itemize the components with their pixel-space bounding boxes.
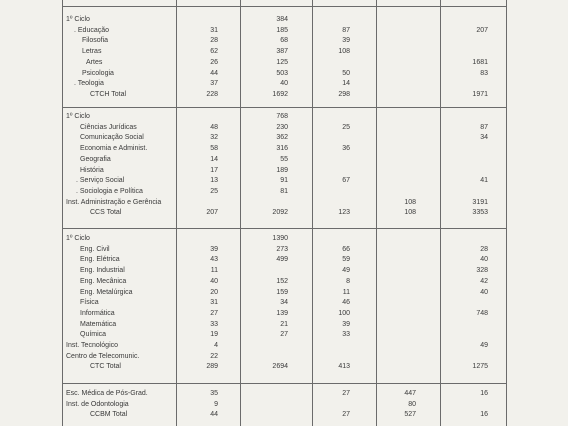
row-label: Esc. Médica de Pós-Grad. xyxy=(66,390,148,397)
row-label: Eng. Elétrica xyxy=(80,256,120,264)
table-cell-c1: 48 xyxy=(210,123,218,131)
table-cell-c1: 289 xyxy=(206,363,218,371)
table-cell-c4: 108 xyxy=(404,209,416,217)
table-cell-c1: 35 xyxy=(210,390,218,397)
row-label: Informática xyxy=(80,309,115,317)
table-cell-c3: 87 xyxy=(342,26,350,34)
column-rule xyxy=(440,0,441,426)
table-cell-c5: 748 xyxy=(476,309,488,317)
row-label: 1º Ciclo xyxy=(66,235,90,242)
row-label: Eng. Civil xyxy=(80,245,110,253)
table-cell-c2: 1692 xyxy=(272,90,288,98)
table-cell-c5: 87 xyxy=(480,123,488,131)
column-rule xyxy=(62,0,63,426)
table-cell-c3: 123 xyxy=(338,209,350,217)
table-cell-c2: 68 xyxy=(280,37,288,45)
row-label: Psicologia xyxy=(82,69,114,77)
row-label: Filosofia xyxy=(82,37,109,45)
table-cell-c5: 207 xyxy=(476,26,488,34)
row-label: Inst. de Odontologia xyxy=(66,400,129,408)
table-cell-c1: 9 xyxy=(214,400,218,408)
row-label: CTCH Total xyxy=(90,90,127,98)
section-rule xyxy=(62,228,507,229)
table-cell-c5: 3353 xyxy=(472,209,488,217)
table-cell-c1: 44 xyxy=(210,411,218,419)
table-cell-c1: 4 xyxy=(214,342,218,349)
row-label: Eng. Industrial xyxy=(80,267,125,275)
table-cell-c3: 49 xyxy=(342,267,350,275)
table-cell-c2: 55 xyxy=(280,155,288,163)
table-cell-c5: 1681 xyxy=(472,58,488,66)
table-cell-c5: 41 xyxy=(480,177,488,185)
table-cell-c2: 21 xyxy=(280,320,288,328)
table-cell-c1: 25 xyxy=(210,187,218,195)
row-label: Geografia xyxy=(80,155,111,163)
table-cell-c2: 2694 xyxy=(272,363,288,371)
table-cell-c1: 31 xyxy=(210,26,218,34)
section-rule xyxy=(62,383,507,384)
table-cell-c2: 34 xyxy=(280,299,288,307)
row-label: Comunicação Social xyxy=(80,134,144,142)
table-cell-c5: 40 xyxy=(480,256,488,264)
table-cell-c1: 19 xyxy=(210,331,218,339)
table-cell-c1: 207 xyxy=(206,209,218,217)
table-cell-c2: 139 xyxy=(276,309,288,317)
table-cell-c5: 28 xyxy=(480,245,488,253)
table-cell-c1: 11 xyxy=(210,267,218,275)
table-cell-c2: 91 xyxy=(280,177,288,185)
table-cell-c1: 32 xyxy=(210,134,218,142)
table-cell-c2: 273 xyxy=(276,245,288,253)
table-cell-c5: 16 xyxy=(480,390,488,397)
table-cell-c3: 11 xyxy=(342,288,350,296)
table-cell-c3: 67 xyxy=(342,177,350,185)
table-cell-c3: 100 xyxy=(338,309,350,317)
table-cell-c2: 768 xyxy=(276,113,288,120)
table-cell-c1: 43 xyxy=(210,256,218,264)
table-cell-c3: 33 xyxy=(342,331,350,339)
section-rule xyxy=(62,6,507,7)
table-cell-c1: 39 xyxy=(210,245,218,253)
table-cell-c3: 59 xyxy=(342,256,350,264)
table-cell-c3: 50 xyxy=(342,69,350,77)
table-cell-c1: 62 xyxy=(210,48,218,56)
table-cell-c1: 44 xyxy=(210,69,218,77)
table-cell-c1: 31 xyxy=(210,299,218,307)
row-label: Matemática xyxy=(80,320,117,328)
table-cell-c4: 108 xyxy=(404,198,416,206)
column-rule xyxy=(176,0,177,426)
row-label: Letras xyxy=(82,48,102,56)
table-cell-c3: 108 xyxy=(338,48,350,56)
table-cell-c2: 81 xyxy=(280,187,288,195)
table-cell-c3: 27 xyxy=(342,390,350,397)
table-cell-c2: 384 xyxy=(276,16,288,23)
table-cell-c1: 228 xyxy=(206,90,218,98)
row-label: 1º Ciclo xyxy=(66,113,90,120)
table-cell-c2: 185 xyxy=(276,26,288,34)
table-cell-c5: 328 xyxy=(476,267,488,275)
table-cell-c1: 40 xyxy=(210,277,218,285)
table-cell-c1: 17 xyxy=(210,166,218,174)
row-label: CCS Total xyxy=(90,209,122,217)
table-cell-c3: 36 xyxy=(342,145,350,153)
table-cell-c3: 39 xyxy=(342,320,350,328)
row-label: 1º Ciclo xyxy=(66,16,90,23)
row-label: Inst. Administração e Gerência xyxy=(66,198,162,206)
table-cell-c2: 230 xyxy=(276,123,288,131)
table-cell-c2: 152 xyxy=(276,277,288,285)
table-cell-c1: 37 xyxy=(210,80,218,88)
table-cell-c2: 387 xyxy=(276,48,288,56)
table-cell-c1: 27 xyxy=(210,309,218,317)
table-cell-c2: 316 xyxy=(276,145,288,153)
table-cell-c4: 447 xyxy=(404,390,416,397)
table-cell-c3: 27 xyxy=(342,411,350,419)
table-cell-c5: 3191 xyxy=(472,198,488,206)
table-cell-c4: 80 xyxy=(408,400,416,408)
table-cell-c3: 14 xyxy=(342,80,350,88)
table-cell-c1: 26 xyxy=(210,58,218,66)
table-cell-c2: 362 xyxy=(276,134,288,142)
row-label: Inst. Tecnológico xyxy=(66,342,119,349)
table-cell-c2: 27 xyxy=(280,331,288,339)
table-cell-c5: 40 xyxy=(480,288,488,296)
row-label: Eng. Mecânica xyxy=(80,277,127,285)
table-cell-c5: 1275 xyxy=(472,363,488,371)
row-label: História xyxy=(80,166,104,174)
row-label: CTC Total xyxy=(90,363,121,371)
table-cell-c1: 33 xyxy=(210,320,218,328)
table-cell-c2: 2092 xyxy=(272,209,288,217)
table-cell-c1: 22 xyxy=(210,352,218,360)
table-cell-c1: 14 xyxy=(210,155,218,163)
table-cell-c2: 159 xyxy=(276,288,288,296)
row-label: Economia e Administ. xyxy=(80,145,148,153)
table-cell-c2: 1390 xyxy=(272,235,288,242)
table-cell-c4: 527 xyxy=(404,411,416,419)
row-label: . Sociologia e Política xyxy=(76,187,143,195)
table-cell-c1: 20 xyxy=(210,288,218,296)
table-cell-c5: 16 xyxy=(480,411,488,419)
table-cell-c3: 25 xyxy=(342,123,350,131)
table-cell-c1: 58 xyxy=(210,145,218,153)
row-label: . Educação xyxy=(74,26,110,34)
column-rule xyxy=(506,0,507,426)
table-cell-c3: 298 xyxy=(338,90,350,98)
table-cell-c3: 66 xyxy=(342,245,350,253)
table-cell-c2: 125 xyxy=(276,58,288,66)
row-label: Química xyxy=(80,331,107,339)
table-cell-c5: 1971 xyxy=(472,90,488,98)
row-label: Artes xyxy=(86,58,103,66)
table-cell-c5: 42 xyxy=(480,277,488,285)
table-cell-c3: 413 xyxy=(338,363,350,371)
table-cell-c2: 189 xyxy=(276,166,288,174)
table-cell-c3: 8 xyxy=(346,277,350,285)
table-cell-c2: 40 xyxy=(280,80,288,88)
table-cell-c5: 34 xyxy=(480,134,488,142)
table-cell-c3: 46 xyxy=(342,299,350,307)
table-cell-c2: 503 xyxy=(276,69,288,77)
table-cell-c1: 13 xyxy=(210,177,218,185)
row-label: CCBM Total xyxy=(90,411,128,419)
section-rule xyxy=(62,107,507,108)
table-cell-c5: 83 xyxy=(480,69,488,77)
row-label: . Serviço Social xyxy=(76,177,125,185)
row-label: . Teologia xyxy=(74,80,104,88)
row-label: Eng. Metalúrgica xyxy=(80,288,133,296)
table-cell-c2: 499 xyxy=(276,256,288,264)
table-cell-c5: 49 xyxy=(480,342,488,349)
table-cell-c1: 28 xyxy=(210,37,218,45)
row-label: Física xyxy=(80,299,99,307)
row-label: Centro de Telecomunic. xyxy=(66,352,140,360)
table-cell-c3: 39 xyxy=(342,37,350,45)
row-label: Ciências Jurídicas xyxy=(80,123,137,131)
